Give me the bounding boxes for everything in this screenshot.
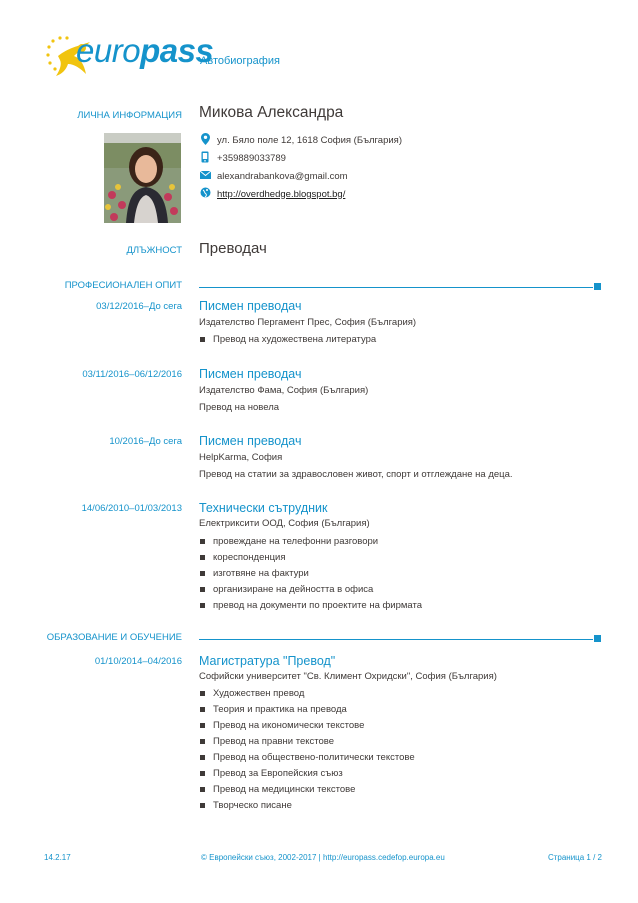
phone-text: +359889033789: [217, 152, 286, 164]
document-type: Автобиография: [200, 55, 280, 67]
list-item: Превод за Европейския съюз: [199, 765, 415, 781]
experience-section-label: ПРОФЕСИОНАЛЕН ОПИТ: [64, 280, 182, 291]
edu-1-dates: 01/10/2014–04/2016: [94, 656, 182, 667]
list-item: Превод на художествена литература: [199, 331, 376, 347]
list-item: превод на документи по проектите на фирмата: [199, 597, 422, 613]
education-divider-marker: [594, 635, 601, 642]
website-row: [199, 187, 345, 201]
address-text: ул. Бяло поле 12, 1618 София (България): [217, 134, 402, 146]
list-item: Превод на медицински текстове: [199, 781, 415, 797]
list-item: Превод на обществено-политически текстове: [199, 749, 415, 765]
edu-1-title: Магистратура "Превод": [199, 654, 336, 668]
email-icon: [199, 171, 211, 182]
job-1-title: Писмен преводач: [199, 299, 302, 313]
position-label: ДЛЪЖНОСТ: [126, 245, 182, 256]
job-3-dates: 10/2016–До сега: [109, 436, 182, 447]
education-section-label: ОБРАЗОВАНИЕ И ОБУЧЕНИЕ: [46, 632, 182, 643]
list-item: Художествен превод: [199, 685, 415, 701]
footer-copyright[interactable]: © Европейски съюз, 2002-2017 | http://europass.cedefop.europa.eu: [201, 853, 445, 862]
phone-icon: [199, 151, 211, 166]
list-item: изготвяне на фактури: [199, 565, 422, 581]
job-4-employer: Електриксити ООД, София (България): [199, 518, 370, 529]
job-2-title: Писмен преводач: [199, 367, 302, 381]
job-1-bullets: [199, 331, 376, 347]
list-item: кореспонденция: [199, 549, 422, 565]
list-item: Превод на правни текстове: [199, 733, 415, 749]
education-divider: [199, 639, 593, 640]
job-3-title: Писмен преводач: [199, 434, 302, 448]
job-4-bullets: [199, 533, 422, 613]
footer-page-number: Страница 1 / 2: [547, 853, 602, 862]
edu-1-bullets: [199, 685, 415, 813]
email-text[interactable]: alexandrabankova@gmail.com: [217, 170, 348, 182]
experience-divider-marker: [594, 283, 601, 290]
job-1-dates: 03/12/2016–До сега: [96, 301, 182, 312]
phone-row: [199, 151, 286, 165]
experience-divider: [199, 287, 593, 288]
job-3-employer: HelpKarma, София: [199, 452, 283, 463]
job-2-employer: Издателство Фама, София (България): [199, 385, 369, 396]
europass-wordmark: europass: [76, 32, 214, 69]
position-value: Преводач: [199, 240, 267, 257]
job-4-dates: 14/06/2010–01/03/2013: [81, 503, 182, 514]
email-row: [199, 169, 348, 183]
europass-logo: [44, 32, 214, 80]
location-pin-icon: [199, 133, 211, 148]
profile-photo: [104, 133, 181, 223]
job-1-employer: Издателство Пергамент Прес, София (България): [199, 317, 417, 328]
job-3-description: Превод на статии за здравословен живот, спорт и отглеждане на деца.: [199, 469, 513, 480]
globe-icon: [199, 187, 211, 201]
list-item: Творческо писане: [199, 797, 415, 813]
website-link[interactable]: http://overdhedge.blogspot.bg/: [217, 188, 346, 200]
address-row: [199, 133, 402, 147]
person-name: Микова Александра: [199, 104, 344, 121]
job-2-description: Превод на новела: [199, 402, 280, 413]
job-4-title: Технически сътрудник: [199, 501, 328, 515]
list-item: организиране на дейността в офиса: [199, 581, 422, 597]
job-2-dates: 03/11/2016–06/12/2016: [82, 369, 182, 380]
list-item: Теория и практика на превода: [199, 701, 415, 717]
footer-date: 14.2.17: [44, 853, 71, 862]
list-item: Превод на икономически текстове: [199, 717, 415, 733]
edu-1-institution: Софийски университет "Св. Климент Охридски", София (България): [199, 671, 497, 682]
personal-info-label: ЛИЧНА ИНФОРМАЦИЯ: [77, 110, 182, 121]
list-item: провеждане на телефонни разговори: [199, 533, 422, 549]
